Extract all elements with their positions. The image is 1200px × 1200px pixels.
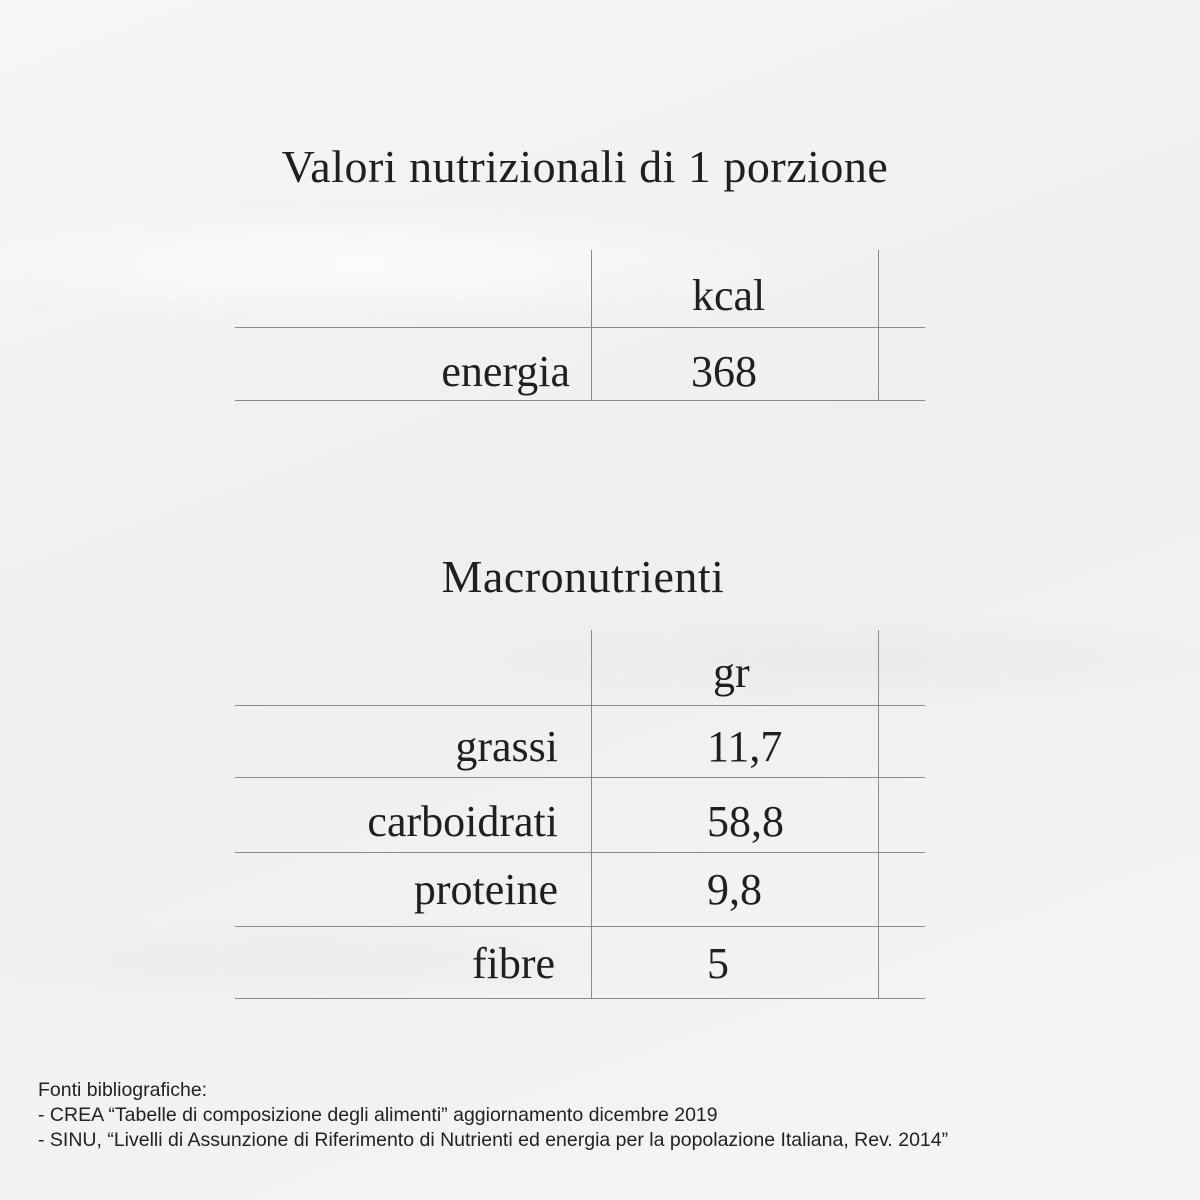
macro-table-row-rule	[235, 926, 925, 927]
bibliography-entry: - CREA “Tabelle di composizione degli alimenti” aggiornamento dicembre 2019	[38, 1104, 718, 1126]
macro-table	[235, 630, 925, 999]
macro-row-label: carboidrati	[367, 797, 558, 846]
energy-table-bottom-rule	[235, 400, 925, 401]
macro-table-row-rule	[235, 852, 925, 853]
bibliography	[38, 1078, 948, 1153]
energy-section-title: Valori nutrizionali di 1 porzione	[281, 141, 889, 192]
macro-row-label: fibre	[471, 939, 555, 988]
bibliography-heading: Fonti bibliografiche:	[38, 1079, 208, 1101]
macro-row-label: proteine	[413, 865, 558, 914]
macro-row-value: 11,7	[707, 722, 783, 771]
macro-section-title: Macronutrienti	[441, 551, 725, 602]
energy-table	[235, 250, 925, 401]
bibliography-entry: - SINU, “Livelli di Assunzione di Riferimento di Nutrienti ed energia per la popolazione Italiana, Rev. 2014”	[38, 1129, 949, 1151]
macro-table-divider-left	[591, 630, 592, 999]
energy-unit-header: kcal	[692, 271, 766, 320]
macro-table-header-rule	[235, 705, 925, 706]
macro-table-bottom-rule	[235, 998, 925, 999]
macro-table-divider-right	[878, 630, 879, 999]
macro-row-value: 5	[707, 939, 729, 988]
energy-row-value: 368	[691, 347, 757, 396]
macro-row-value: 9,8	[707, 865, 762, 914]
energy-row-label: energia	[441, 347, 570, 396]
macro-row-value: 58,8	[707, 797, 784, 846]
energy-table-header-rule	[235, 327, 925, 328]
energy-table-divider-right	[878, 250, 879, 401]
energy-table-divider-left	[591, 250, 592, 401]
macro-table-row-rule	[235, 777, 925, 778]
macro-row-label: grassi	[455, 722, 558, 771]
macro-unit-header: gr	[713, 648, 750, 697]
